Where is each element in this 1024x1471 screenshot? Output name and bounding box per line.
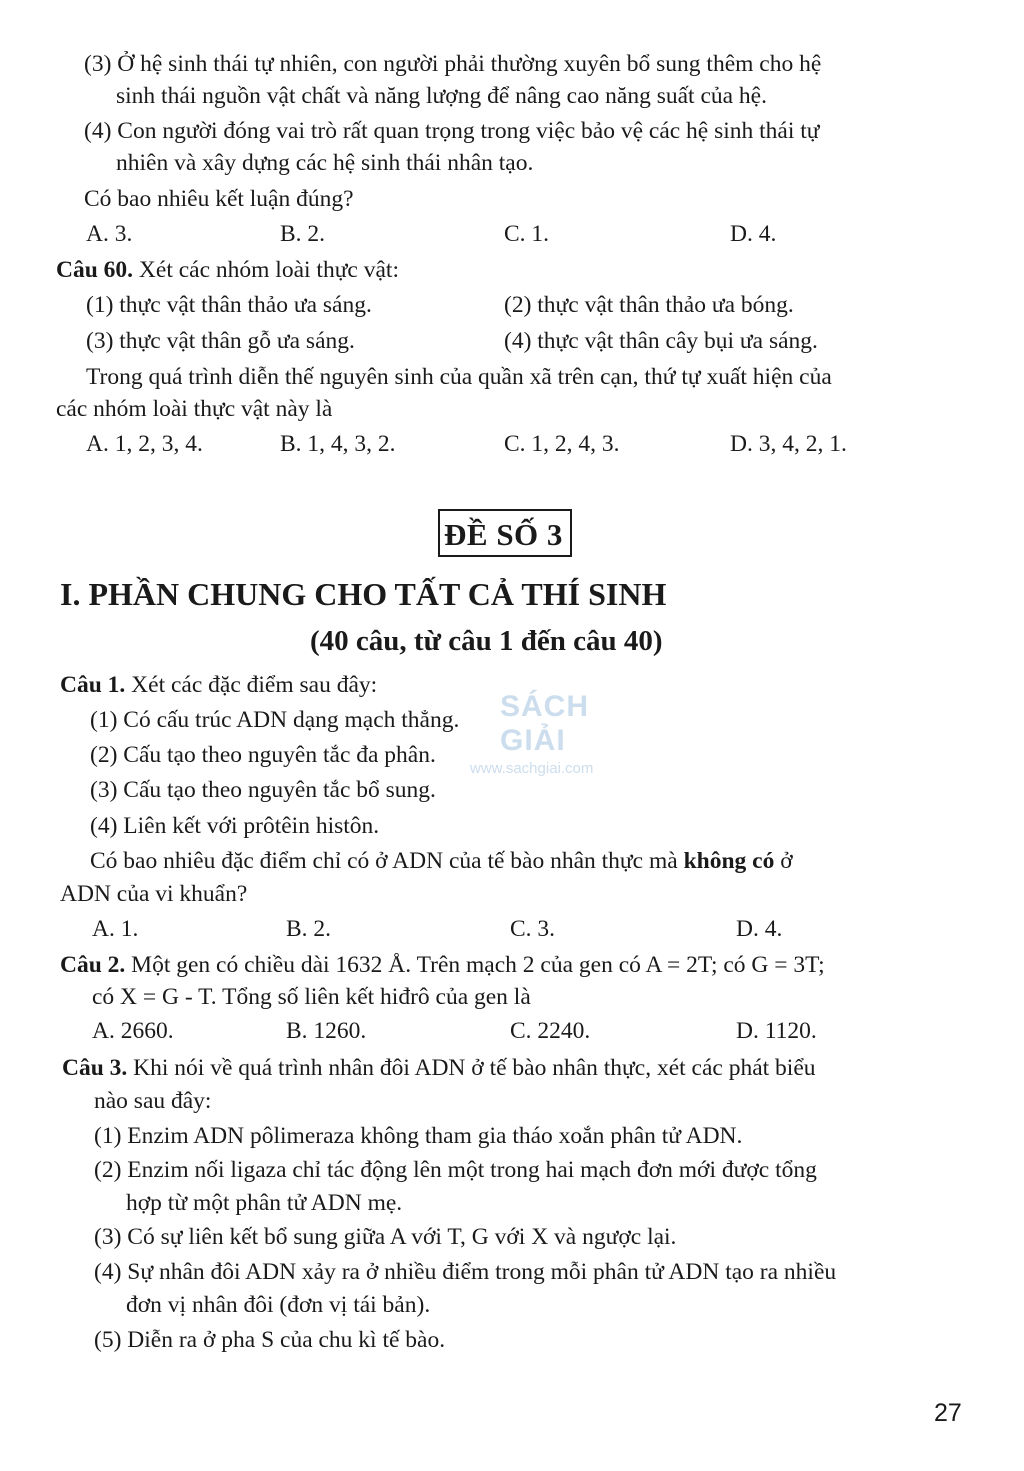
question-60-item-2: (2) thực vật thân thảo ưa bóng. bbox=[504, 292, 794, 318]
question-1-option-d: D. 4. bbox=[736, 916, 783, 942]
section-title: I. PHẦN CHUNG CHO TẤT CẢ THÍ SINH bbox=[60, 576, 667, 612]
statement-4-line-1: (4) Con người đóng vai trò rất quan trọng trong việc bảo vệ các hệ sinh thái tự bbox=[84, 118, 820, 144]
question-2-option-d: D. 1120. bbox=[736, 1018, 817, 1044]
watermark-logo: SÁCH GIẢI bbox=[500, 690, 590, 757]
question-1-item-1: (1) Có cấu trúc ADN dạng mạch thẳng. bbox=[90, 707, 460, 733]
question-1-label: Câu 1. bbox=[60, 672, 126, 698]
question-1-stem-line-2: ADN của vi khuẩn? bbox=[60, 881, 248, 907]
question-3-line-2: nào sau đây: bbox=[94, 1088, 212, 1114]
prev-option-d: D. 4. bbox=[730, 221, 777, 247]
question-60-item-4: (4) thực vật thân cây bụi ưa sáng. bbox=[504, 328, 818, 354]
question-3-item-4-line-2: đơn vị nhân đôi (đơn vị tái bản). bbox=[126, 1292, 431, 1318]
question-2-option-b: B. 1260. bbox=[286, 1018, 367, 1044]
question-2-option-c: C. 2240. bbox=[510, 1018, 591, 1044]
question-1-item-3: (3) Cấu tạo theo nguyên tắc bổ sung. bbox=[90, 777, 436, 803]
prev-question: Có bao nhiêu kết luận đúng? bbox=[84, 186, 354, 212]
exam-title: ĐỀ SỐ 3 bbox=[444, 517, 563, 552]
prev-option-a: A. 3. bbox=[86, 221, 133, 247]
question-1-stem-a: Có bao nhiêu đặc điểm chỉ có ở ADN của tế bào nhân thực mà bbox=[90, 848, 684, 874]
question-3-item-5: (5) Diễn ra ở pha S của chu kì tế bào. bbox=[94, 1327, 446, 1353]
question-60-item-1: (1) thực vật thân thảo ưa sáng. bbox=[86, 292, 372, 318]
question-2-line-2: có X = G - T. Tổng số liên kết hiđrô của gen là bbox=[92, 984, 531, 1010]
watermark-url: www.sachgiai.com bbox=[470, 760, 594, 777]
question-1-stem-line-1 bbox=[90, 845, 793, 877]
question-1-stem-b: ở bbox=[774, 848, 793, 874]
page-number: 27 bbox=[934, 1399, 962, 1427]
statement-3-line-2: sinh thái nguồn vật chất và năng lượng để nâng cao năng suất của hệ. bbox=[116, 83, 767, 109]
question-1-stem-bold: không có bbox=[683, 848, 775, 874]
question-1-text: Xét các đặc điểm sau đây: bbox=[125, 672, 378, 698]
question-60-title bbox=[56, 254, 399, 286]
watermark bbox=[470, 688, 620, 778]
question-3-item-4-line-1: (4) Sự nhân đôi ADN xảy ra ở nhiều điểm trong mỗi phân tử ADN tạo ra nhiều bbox=[94, 1259, 837, 1285]
question-60-option-d: D. 3, 4, 2, 1. bbox=[730, 431, 847, 457]
question-3-text: Khi nói về quá trình nhân đôi ADN ở tế bào nhân thực, xét các phát biểu bbox=[127, 1055, 816, 1081]
question-1-item-2: (2) Cấu tạo theo nguyên tắc đa phân. bbox=[90, 742, 436, 768]
question-3-title bbox=[62, 1052, 816, 1084]
prev-option-c: C. 1. bbox=[504, 221, 550, 247]
prev-option-b: B. 2. bbox=[280, 221, 326, 247]
question-2-label: Câu 2. bbox=[60, 952, 126, 978]
question-1-option-c: C. 3. bbox=[510, 916, 556, 942]
question-3-item-2-line-1: (2) Enzim nối ligaza chỉ tác động lên một trong hai mạch đơn mới được tổng bbox=[94, 1157, 817, 1183]
question-2-option-a: A. 2660. bbox=[92, 1018, 174, 1044]
question-1-option-a: A. 1. bbox=[92, 916, 139, 942]
question-60-stem-line-2: các nhóm loài thực vật này là bbox=[56, 396, 333, 422]
question-60-item-3: (3) thực vật thân gỗ ưa sáng. bbox=[86, 328, 355, 354]
question-3-item-2-line-2: hợp từ một phân tử ADN mẹ. bbox=[126, 1190, 403, 1216]
question-60-text: Xét các nhóm loài thực vật: bbox=[133, 257, 399, 283]
question-60-option-b: B. 1, 4, 3, 2. bbox=[280, 431, 396, 457]
section-subtitle: (40 câu, từ câu 1 đến câu 40) bbox=[310, 625, 663, 657]
question-1-item-4: (4) Liên kết với prôtêin histôn. bbox=[90, 813, 380, 839]
question-1-option-b: B. 2. bbox=[286, 916, 332, 942]
question-1-title bbox=[60, 669, 377, 701]
statement-3-line-1: (3) Ở hệ sinh thái tự nhiên, con người phải thường xuyên bổ sung thêm cho hệ bbox=[84, 51, 822, 77]
statement-4-line-2: nhiên và xây dựng các hệ sinh thái nhân tạo. bbox=[116, 150, 534, 176]
question-2-text: Một gen có chiều dài 1632 Å. Trên mạch 2 của gen có A = 2T; có G = 3T; bbox=[125, 952, 825, 978]
question-3-item-1: (1) Enzim ADN pôlimeraza không tham gia tháo xoắn phân tử ADN. bbox=[94, 1123, 743, 1149]
question-60-option-a: A. 1, 2, 3, 4. bbox=[86, 431, 203, 457]
question-60-option-c: C. 1, 2, 4, 3. bbox=[504, 431, 620, 457]
question-2-title bbox=[60, 949, 825, 981]
exam-title-box bbox=[438, 509, 572, 557]
question-3-item-3: (3) Có sự liên kết bổ sung giữa A với T, G với X và ngược lại. bbox=[94, 1224, 677, 1250]
question-60-stem-line-1: Trong quá trình diễn thế nguyên sinh của quần xã trên cạn, thứ tự xuất hiện của bbox=[86, 364, 832, 390]
question-3-label: Câu 3. bbox=[62, 1055, 128, 1081]
question-60-label: Câu 60. bbox=[56, 257, 134, 283]
